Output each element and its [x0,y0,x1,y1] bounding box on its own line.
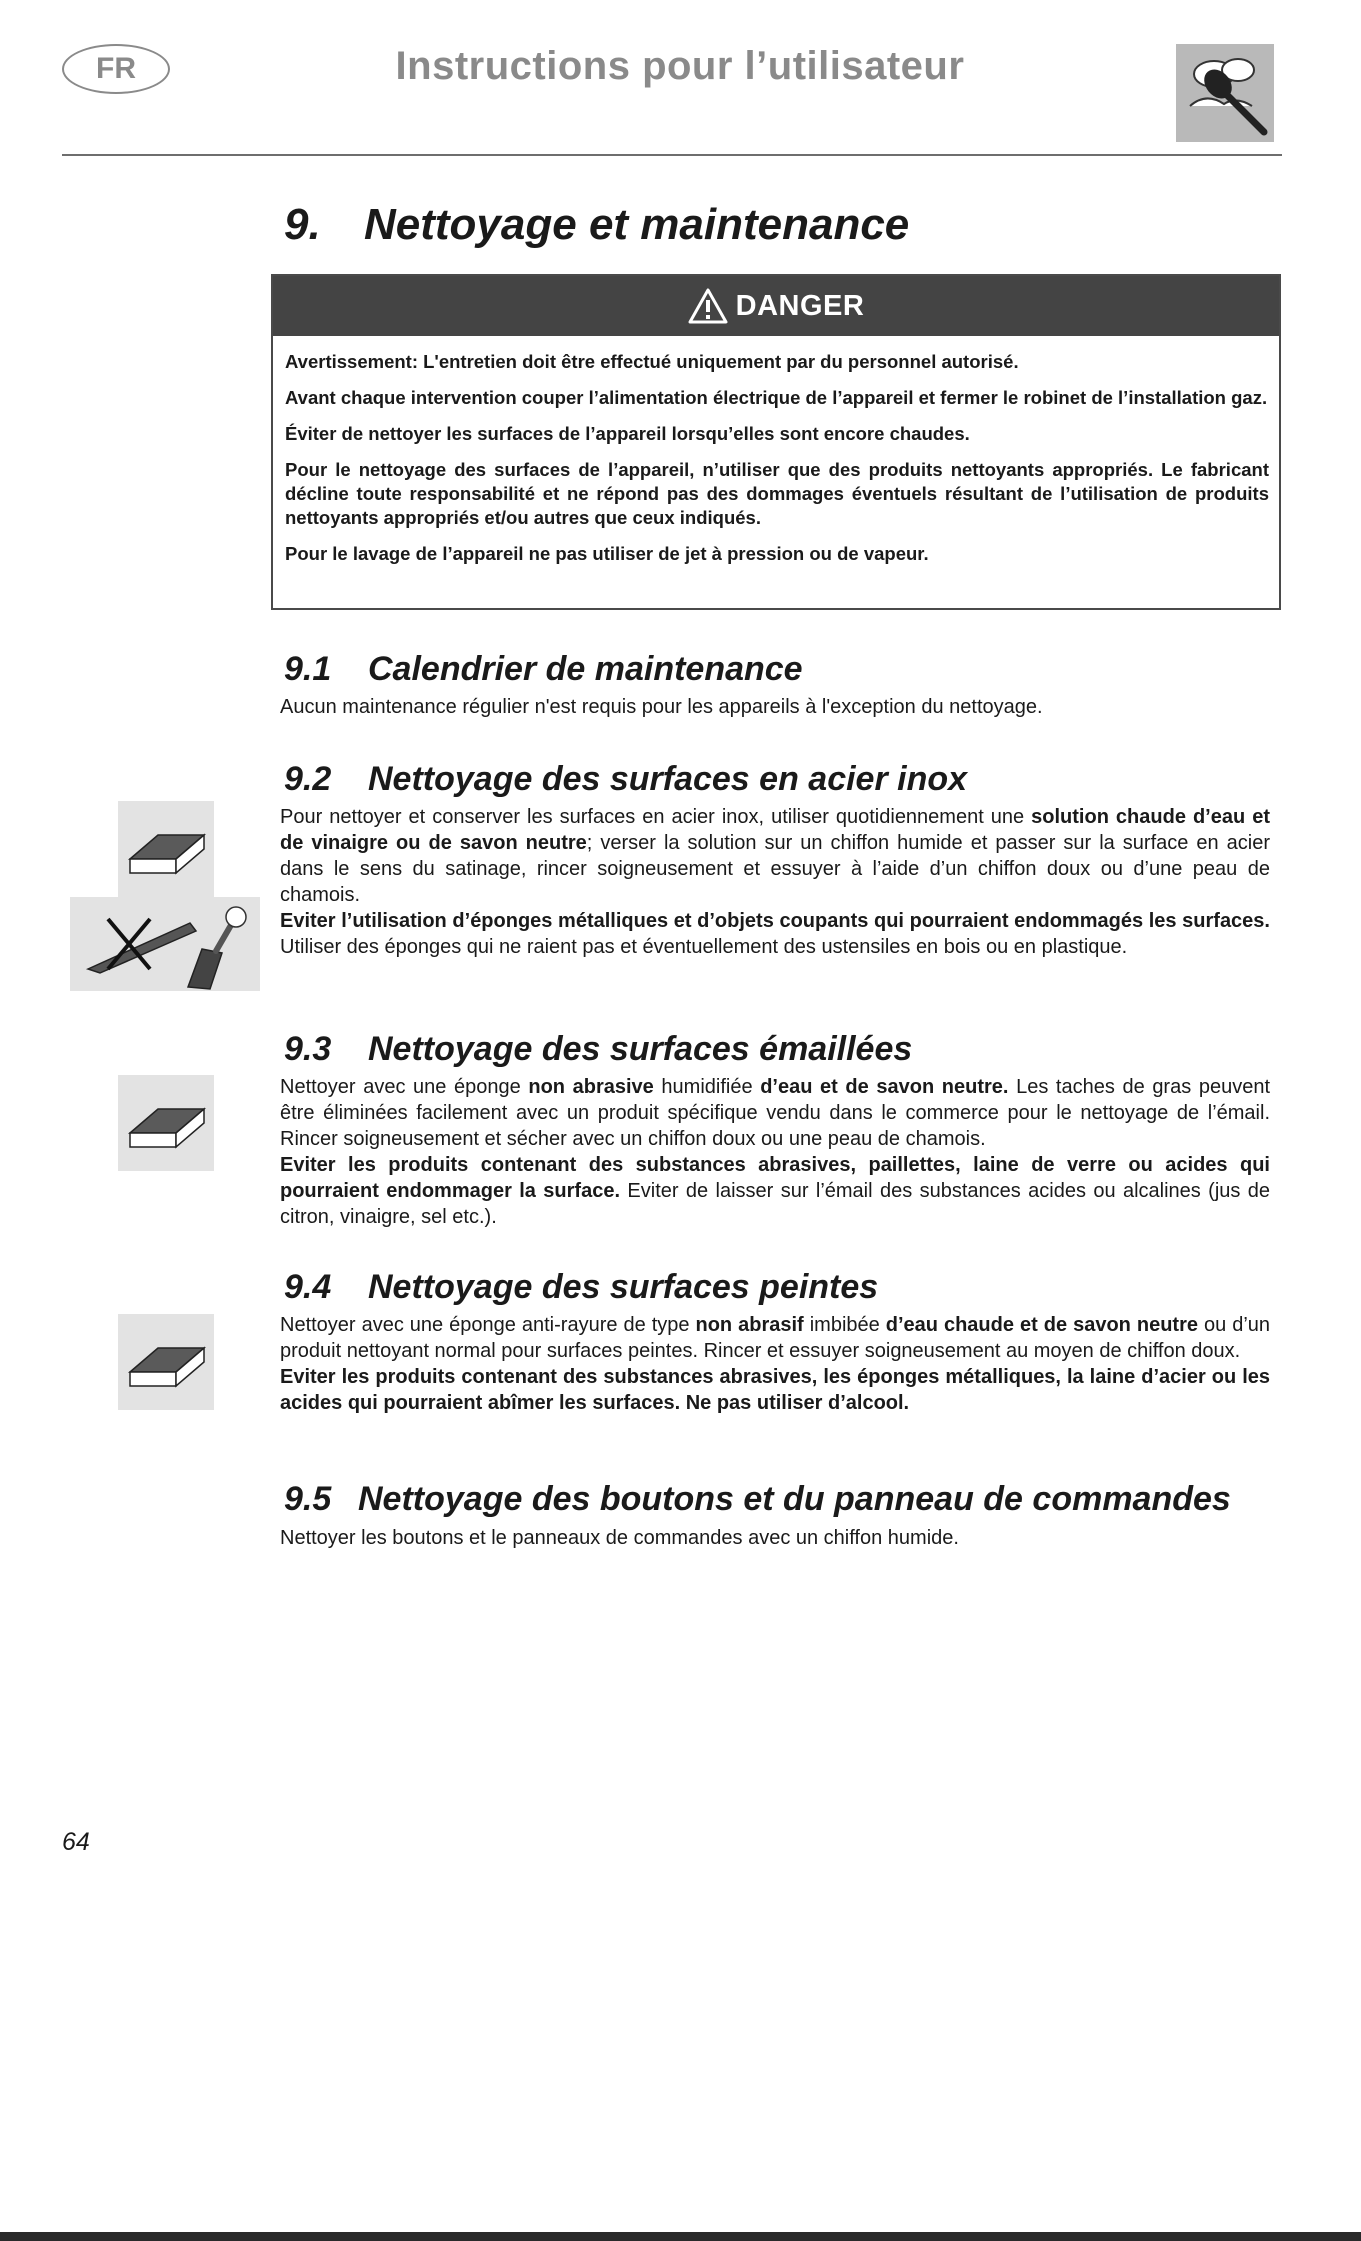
section-heading-9-1 [284,650,803,689]
danger-line: Avertissement: L'entretien doit être effectué uniquement par du personnel autorisé. [285,351,1019,372]
text-run: imbibée [803,1314,886,1336]
sponge-icon [118,1075,214,1171]
danger-header [273,276,1279,336]
bold-run: d’eau et de savon neutre. [760,1076,1009,1098]
section-number: 9. [284,200,321,249]
section-title: Nettoyage des boutons et du panneau de commandes [358,1480,1231,1518]
text-run: Les taches de gras peuvent être éliminées facilement avec un produit spécifique vendu dans le commerce pour le nettoyage de l’émail. Rincer soigneusement et sécher avec un chiffon doux ou une peau de chamois. [280,1076,1270,1150]
danger-line: Avant chaque intervention couper l’alimentation électrique de l’appareil et fermer le robinet de l’installation gaz. [285,387,1268,408]
section-number: 9.4 [284,1268,332,1306]
no-sharp-tools-icon [70,897,260,991]
header-divider [62,154,1282,156]
paragraph: Aucun maintenance régulier n'est requis pour les appareils à l'exception du nettoyage. [280,696,1043,718]
section-number: 9.1 [284,650,332,688]
bold-run: non abrasive [528,1076,654,1098]
chef-spoon-icon [1176,44,1274,142]
section-title: Nettoyage et maintenance [364,200,910,249]
section-number: 9.2 [284,760,332,798]
danger-line: Éviter de nettoyer les surfaces de l’appareil lorsqu’elles sont encore chaudes. [285,423,970,444]
paragraph [280,1312,1270,1416]
warning-triangle-icon [688,288,728,324]
section-title: Calendrier de maintenance [368,650,803,688]
section-number: 9.5 [284,1480,332,1518]
danger-line: Pour le nettoyage des surfaces de l’appareil, n’utiliser que des produits nettoyants appropriés. Le fabricant décline toute responsabilité et ne répond pas des dommages éventuels résultant de l’utilisation de produits nettoyants appropriés et/ou autres que ceux indiqués. [285,459,1269,528]
text-run: Nettoyer avec une éponge [280,1076,529,1098]
page-number: 64 [62,1828,90,1856]
section-number: 9.3 [284,1030,332,1068]
text-run: ou d’un produit nettoyant normal pour surfaces peintes. Rincer et essuyer soigneusement au moyen de chiffon doux. [280,1314,1271,1362]
paragraph [280,804,1270,960]
bold-run: Eviter l’utilisation d’éponges métalliques et d’objets coupants qui pourraient endommagés les surfaces. [280,910,1270,932]
section-title: Nettoyage des surfaces émaillées [368,1030,913,1068]
section-heading-9-5 [284,1480,1231,1519]
sponge-icon [118,1314,214,1410]
section-title: Nettoyage des surfaces en acier inox [368,760,968,798]
danger-box [271,274,1281,610]
section-heading-9-3 [284,1030,912,1069]
section-heading-9 [284,200,909,250]
bold-run: Eviter les produits contenant des substances abrasives, paillettes, laine de verre ou acides qui pourraient endommager la surface. [280,1154,1270,1202]
bold-run: Eviter les produits contenant des substances abrasives, les éponges métalliques, la laine d’acier ou les acides qui pourraient abîmer les surfaces. Ne pas utiliser d’alcool. [280,1366,1270,1414]
text-run: Utiliser des éponges qui ne raient pas et éventuellement des ustensiles en bois ou en plastique. [280,936,1128,958]
danger-text [273,336,1279,566]
danger-line: Pour le lavage de l’appareil ne pas utiliser de jet à pression ou de vapeur. [285,543,929,564]
bold-run: solution chaude d’eau et de vinaigre ou de savon neutre [280,806,1270,854]
sponge-icon [118,801,214,897]
document-title: Instructions pour l’utilisateur [395,44,965,88]
language-badge: FR [62,44,170,94]
bold-run: non abrasif [695,1314,804,1336]
paragraph [280,1074,1270,1230]
text-run: Nettoyer avec une éponge anti-rayure de type [280,1314,696,1336]
paragraph: Nettoyer les boutons et le panneaux de commandes avec un chiffon humide. [280,1527,959,1549]
section-heading-9-2 [284,760,967,799]
text-run: Pour nettoyer et conserver les surfaces en acier inox, utiliser quotidiennement une [280,806,1032,828]
danger-label: DANGER [735,289,865,322]
text-run: ; verser la solution sur un chiffon humide et passer sur la surface en acier dans le sens du satinage, rincer soigneusement et essuyer à l’aide d’un chiffon doux ou d’une peau de chamois. [280,832,1270,906]
bold-run: d’eau chaude et de savon neutre [885,1314,1198,1336]
section-heading-9-4 [284,1268,878,1307]
section-title: Nettoyage des surfaces peintes [368,1268,879,1306]
text-run: Eviter de laisser sur l’émail des substances acides ou alcalines (jus de citron, vinaigre, sel etc.). [280,1180,1271,1228]
footer-bar [0,2232,1361,2241]
text-run: humidifiée [653,1076,761,1098]
